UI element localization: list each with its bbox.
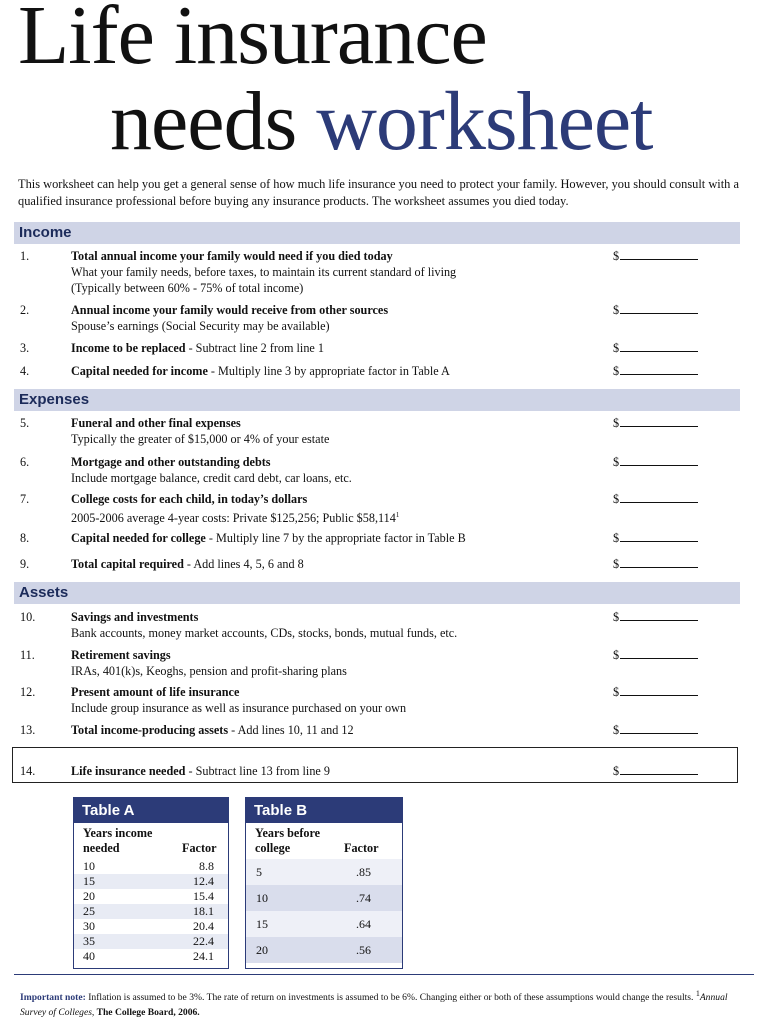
line-number: 9. <box>20 557 30 571</box>
line-instruction: - Add lines 4, 5, 6 and 8 <box>183 557 304 571</box>
table-b-factor: .56 <box>356 943 371 957</box>
line-number: 1. <box>20 249 30 263</box>
amount-field[interactable]: $ <box>613 722 703 738</box>
line-instruction: - Multiply line 3 by appropriate factor in Table A <box>207 364 450 378</box>
amount-field[interactable]: $ <box>613 609 703 625</box>
table-a-years: 10 <box>83 859 95 873</box>
table-b-col1-header: Years before college <box>255 826 321 855</box>
table-a-body <box>74 859 228 964</box>
line-instruction: - Subtract line 2 from line 1 <box>185 341 324 355</box>
line-number: 3. <box>20 341 30 355</box>
section-income-label: Income <box>19 224 72 241</box>
line-title: Capital needed for college <box>71 531 206 545</box>
amount-field[interactable]: $ <box>613 684 703 700</box>
title-needs: needs <box>110 75 317 168</box>
line-number: 8. <box>20 531 30 545</box>
intro-text: This worksheet can help you get a general sense of how much life insurance you need to protect your family. However, you should consult with a qualified insurance professional before buying any insurance products. The worksheet assumes you died today. <box>18 177 739 208</box>
table-b-row <box>246 911 402 937</box>
amount-field[interactable]: $ <box>613 415 703 431</box>
section-assets <box>14 582 740 604</box>
table-b-years: 10 <box>256 891 268 905</box>
table-b-factor: .74 <box>356 891 371 905</box>
table-a-col1-header: Years income needed <box>83 826 153 855</box>
table-b-factor: .64 <box>356 917 371 931</box>
title-line-1: Life insurance <box>18 0 487 82</box>
table-b-row <box>246 859 402 885</box>
line-title: Mortgage and other outstanding debts <box>71 455 271 469</box>
line-description: Typically the greater of $15,000 or 4% of your estate <box>71 432 330 446</box>
line-title: Total capital required <box>71 557 184 571</box>
table-a-years: 25 <box>83 904 95 918</box>
line-description: 2005-2006 average 4-year costs: Private $125,256; Public $58,114 <box>71 511 396 526</box>
footnote-org: The College Board, 2006. <box>94 1007 200 1019</box>
table-b-col2-header: Factor <box>344 841 379 855</box>
title-worksheet: worksheet <box>316 75 653 168</box>
table-a <box>73 797 229 969</box>
line-title: Annual income your family would receive from other sources <box>71 303 389 317</box>
line-description: Include group insurance as well as insurance purchased on your own <box>71 701 407 715</box>
line-description: What your family needs, before taxes, to maintain its current standard of living <box>71 265 457 279</box>
table-b-factor: .85 <box>356 865 371 879</box>
line-instruction: - Multiply line 7 by the appropriate factor in Table B <box>205 531 466 545</box>
line-title: Life insurance needed <box>71 764 186 778</box>
line-number: 11. <box>20 648 35 662</box>
line-description: IRAs, 401(k)s, Keoghs, pension and profit-sharing plans <box>71 664 347 678</box>
table-b-title: Table B <box>246 798 402 823</box>
line-number: 2. <box>20 303 30 317</box>
line-number: 7. <box>20 492 30 506</box>
section-income <box>14 222 740 244</box>
table-a-years: 20 <box>83 889 95 903</box>
section-expenses-label: Expenses <box>19 391 90 408</box>
line-title: Present amount of life insurance <box>71 685 240 699</box>
table-a-col2-header: Factor <box>182 841 217 855</box>
line-number: 6. <box>20 455 30 469</box>
line-title: Capital needed for income <box>71 364 208 378</box>
line-number: 4. <box>20 364 30 378</box>
table-b-row <box>246 885 402 911</box>
table-a-years: 15 <box>83 874 95 888</box>
table-b-years: 20 <box>256 943 268 957</box>
table-b-years: 15 <box>256 917 268 931</box>
line-number: 14. <box>20 764 36 778</box>
amount-field[interactable]: $ <box>613 363 703 379</box>
line-instruction: - Subtract line 13 from line 9 <box>185 764 330 778</box>
table-a-factor: 22.4 <box>193 934 214 948</box>
table-b-years: 5 <box>256 865 262 879</box>
amount-field[interactable]: $ <box>613 302 703 318</box>
amount-field[interactable]: $ <box>613 340 703 356</box>
table-a-row <box>74 859 228 874</box>
table-a-factor: 8.8 <box>199 859 214 873</box>
line-number: 13. <box>20 723 36 737</box>
table-b <box>245 797 403 969</box>
line-title: College costs for each child, in today’s dollars <box>71 492 308 506</box>
table-a-row <box>74 949 228 964</box>
footnote-source: Annual Survey of Colleges, <box>20 992 728 1019</box>
line-title: Funeral and other final expenses <box>71 416 241 430</box>
table-a-years: 40 <box>83 949 95 963</box>
table-a-row <box>74 919 228 934</box>
amount-field[interactable]: $ <box>613 556 703 572</box>
table-a-factor: 12.4 <box>193 874 214 888</box>
table-a-row <box>74 874 228 889</box>
amount-field[interactable]: $ <box>613 454 703 470</box>
amount-field[interactable]: $ <box>613 647 703 663</box>
important-note-label: Important note: <box>20 992 86 1004</box>
line-description: Include mortgage balance, credit card debt, car loans, etc. <box>71 471 352 485</box>
line-number: 10. <box>20 610 36 624</box>
title-line-2 <box>110 75 653 168</box>
line-instruction: - Add lines 10, 11 and 12 <box>228 723 354 737</box>
table-a-title: Table A <box>74 798 228 823</box>
line-description: Spouse’s earnings (Social Security may be available) <box>71 319 330 333</box>
amount-field[interactable]: $ <box>613 248 703 264</box>
line-title: Total annual income your family would need if you died today <box>71 249 393 263</box>
line-title: Income to be replaced <box>71 341 186 355</box>
amount-field[interactable]: $ <box>613 530 703 546</box>
line-title: Retirement savings <box>71 648 171 662</box>
table-a-factor: 18.1 <box>193 904 214 918</box>
section-expenses <box>14 389 740 411</box>
table-b-row <box>246 937 402 963</box>
table-a-row <box>74 904 228 919</box>
footnote: Important note: Inflation is assumed to be 3%. The rate of return on investments is assumed to be 6%. Changing either or both of these assumptions would change the results. $^1$Annual Survey of Colleges, The College Board, 2006. <box>20 989 728 1019</box>
table-a-years: 35 <box>83 934 95 948</box>
table-a-years: 30 <box>83 919 95 933</box>
amount-field[interactable]: $ <box>613 763 703 779</box>
footnote-rule <box>14 974 754 975</box>
line-title: Savings and investments <box>71 610 199 624</box>
line-number: 5. <box>20 416 30 430</box>
amount-field[interactable]: $ <box>613 491 703 507</box>
table-a-factor: 24.1 <box>193 949 214 963</box>
table-a-row <box>74 889 228 904</box>
line-number: 12. <box>20 685 36 699</box>
line-description-2: (Typically between 60% - 75% of total income) <box>71 281 304 295</box>
table-a-row <box>74 934 228 949</box>
important-note-text: Inflation is assumed to be 3%. The rate of return on investments is assumed to be 6%. Changing either or both of these assumptions would change the results. <box>85 992 696 1004</box>
table-a-factor: 15.4 <box>193 889 214 903</box>
table-a-factor: 20.4 <box>193 919 214 933</box>
table-b-body <box>246 859 402 964</box>
line-description: Bank accounts, money market accounts, CDs, stocks, bonds, mutual funds, etc. <box>71 626 458 640</box>
section-assets-label: Assets <box>19 584 69 601</box>
line-title: Total income-producing assets <box>71 723 229 737</box>
line-footnote-ref: 1 <box>395 511 400 519</box>
